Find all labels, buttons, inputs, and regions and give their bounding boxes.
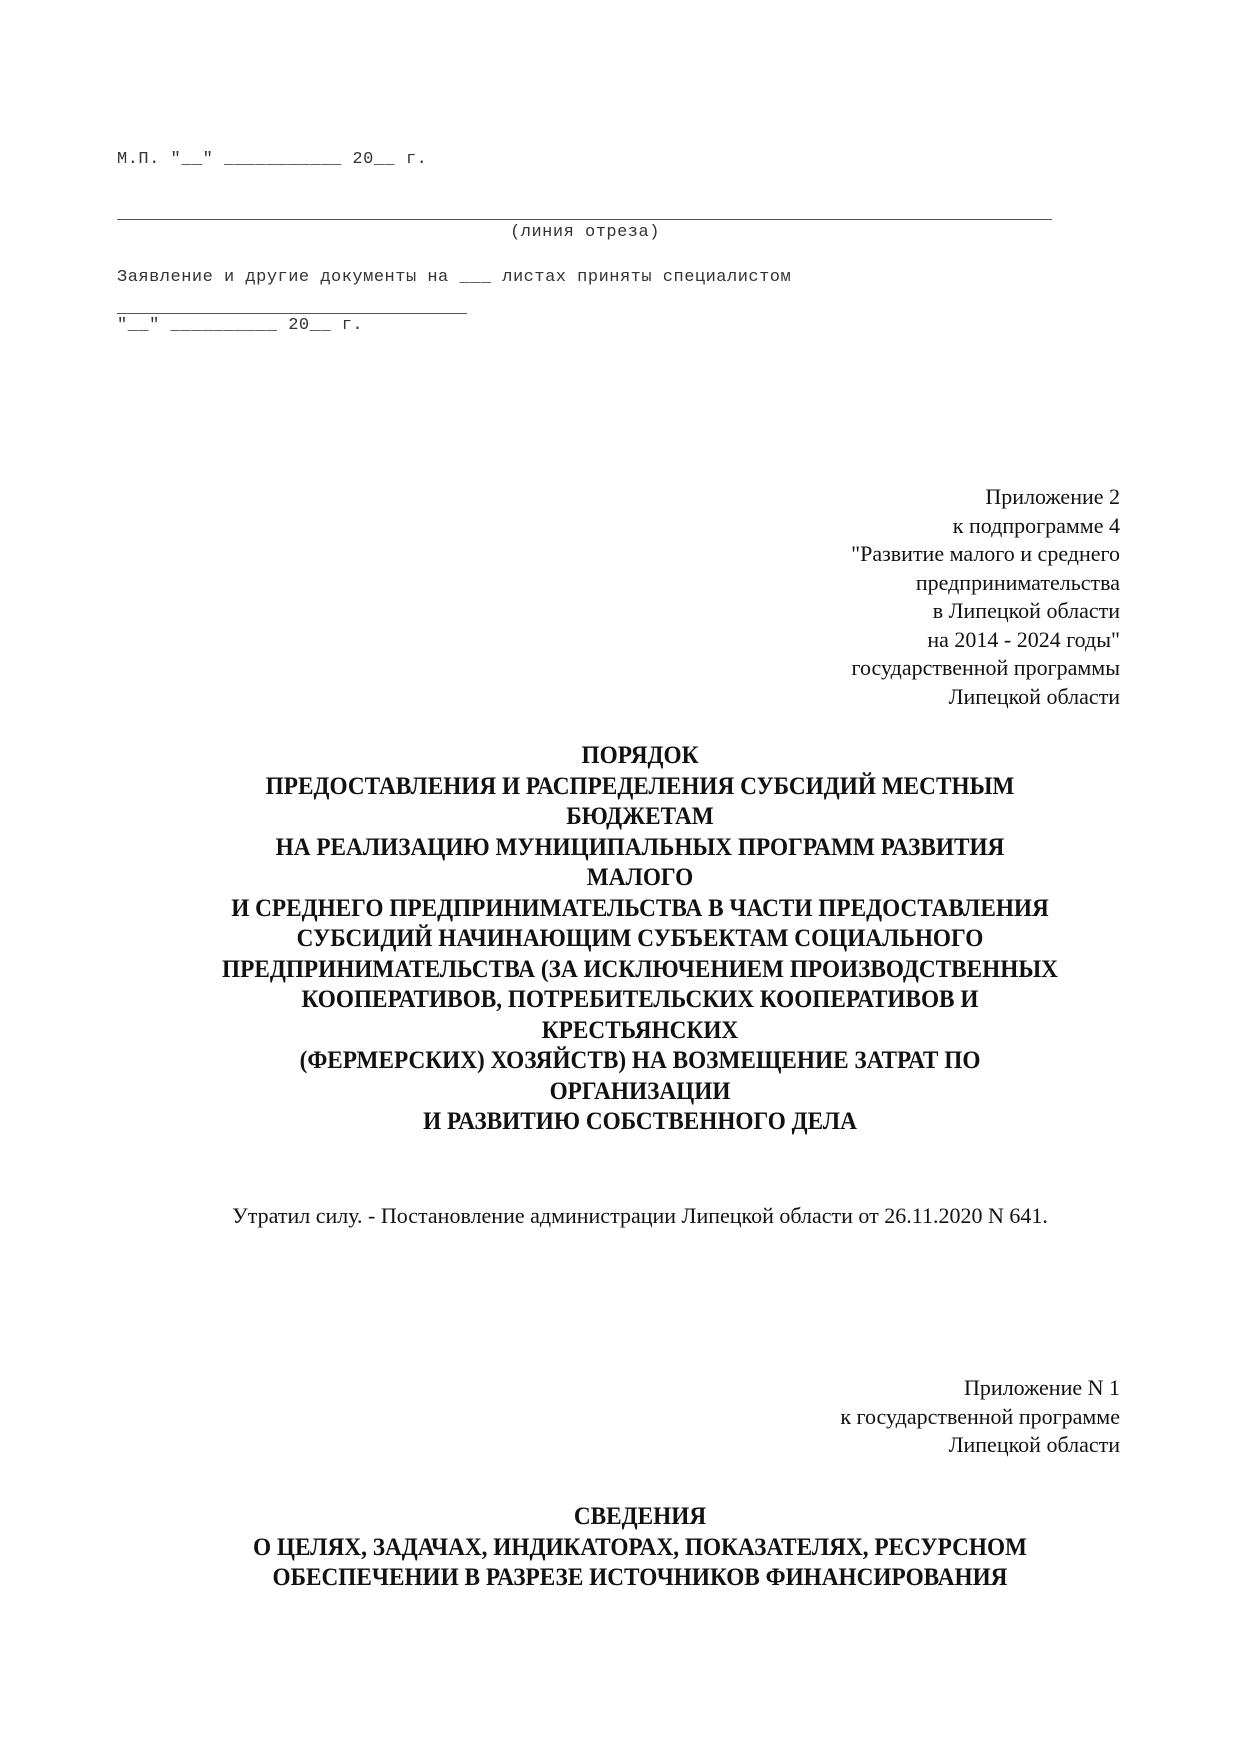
appendix-2-header <box>851 483 1120 711</box>
title-line: ОРГАНИЗАЦИИ <box>549 1077 731 1105</box>
title-line: ПРЕДОСТАВЛЕНИЯ И РАСПРЕДЕЛЕНИЯ СУБСИДИЙ МЕСТНЫМ <box>265 772 1015 800</box>
appendix-2-header-line: государственной программы <box>851 655 1120 680</box>
appendix-2-header-line: к подпрограмме 4 <box>952 512 1120 538</box>
appendix-2-header-line: "Развитие малого и среднего <box>851 541 1120 566</box>
title-line: МАЛОГО <box>586 864 694 891</box>
stamp-date-line: М.П. "__" ___________ 20__ г. <box>117 150 428 169</box>
title-line: ПОРЯДОК <box>581 742 699 769</box>
appendix-2-header-line: в Липецкой области <box>932 598 1120 623</box>
title-line: И СРЕДНЕГО ПРЕДПРИНИМАТЕЛЬСТВА В ЧАСТИ ПРЕДОСТАВЛЕНИЯ <box>231 894 1049 922</box>
specialist-signature-line <box>117 313 467 314</box>
title-line: ПРЕДПРИНИМАТЕЛЬСТВА (ЗА ИСКЛЮЧЕНИЕМ ПРОИЗВОДСТВЕННЫХ <box>222 955 1058 983</box>
appendix-2-header-line: на 2014 - 2024 годы" <box>927 626 1120 652</box>
appendix-n1-header-line: Приложение N 1 <box>964 1375 1120 1400</box>
appendix-n1-header <box>840 1374 1120 1460</box>
title-line: СУБСИДИЙ НАЧИНАЮЩИМ СУБЪЕКТАМ СОЦИАЛЬНОГО <box>296 925 984 952</box>
title-line: ОБЕСПЕЧЕНИИ В РАЗРЕЗЕ ИСТОЧНИКОВ ФИНАНСИРОВАНИЯ <box>272 1564 1008 1591</box>
repeal-note: Утратил силу. - Постановление администрации Липецкой области от 26.11.2020 N 641. <box>232 1203 1048 1228</box>
title-line: КООПЕРАТИВОВ, ПОТРЕБИТЕЛЬСКИХ КООПЕРАТИВОВ И <box>301 986 979 1013</box>
acceptance-date-line: "__" __________ 20__ г. <box>117 316 364 335</box>
appendix-n1-header-line: Липецкой области <box>948 1432 1120 1457</box>
appendix-2-title <box>138 741 1142 1138</box>
title-line: (ФЕРМЕРСКИХ) ХОЗЯЙСТВ) НА ВОЗМЕЩЕНИЕ ЗАТРАТ ПО <box>299 1047 981 1074</box>
title-line: КРЕСТЬЯНСКИХ <box>541 1016 739 1044</box>
appendix-2-header-line: Липецкой области <box>948 683 1120 709</box>
appendix-n1-title <box>138 1502 1142 1594</box>
title-line: О ЦЕЛЯХ, ЗАДАЧАХ, ИНДИКАТОРАХ, ПОКАЗАТЕЛЯХ, РЕСУРСНОМ <box>252 1533 1028 1561</box>
title-line: НА РЕАЛИЗАЦИЮ МУНИЦИПАЛЬНЫХ ПРОГРАММ РАЗВИТИЯ <box>275 833 1005 861</box>
title-line: БЮДЖЕТАМ <box>566 803 714 830</box>
appendix-n1-header-line: к государственной программе <box>840 1403 1120 1429</box>
cut-line <box>117 219 1052 220</box>
title-line: И РАЗВИТИЮ СОБСТВЕННОГО ДЕЛА <box>423 1108 857 1135</box>
title-line: СВЕДЕНИЯ <box>573 1503 707 1530</box>
appendix-2-header-line: предпринимательства <box>915 569 1120 595</box>
appendix-2-header-line: Приложение 2 <box>985 484 1120 509</box>
cut-line-caption: (линия отреза) <box>510 223 660 242</box>
acceptance-line: Заявление и другие документы на ___ листах приняты специалистом <box>117 268 792 287</box>
